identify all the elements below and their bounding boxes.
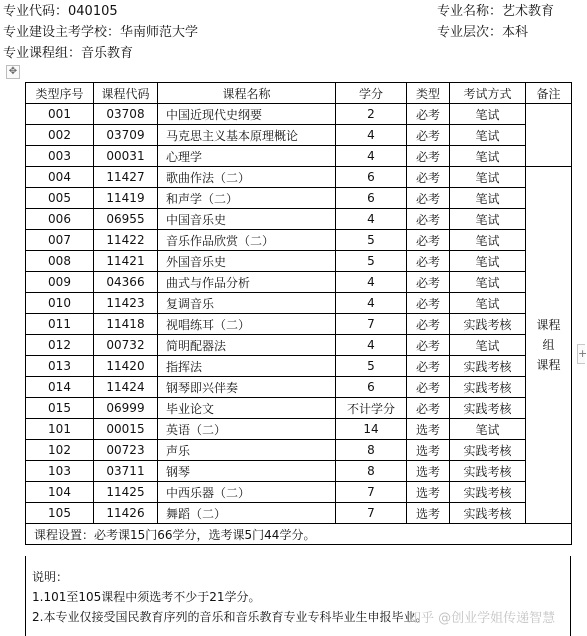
cell-course-code: 06955 (94, 209, 158, 230)
table-row (26, 314, 572, 335)
cell-credit: 5 (336, 230, 407, 251)
table-row (26, 293, 572, 314)
cell-type: 必考 (407, 272, 450, 293)
cell-course-name: 英语（二） (158, 419, 336, 440)
cell-credit: 6 (336, 167, 407, 188)
table-row (26, 356, 572, 377)
cell-credit: 5 (336, 356, 407, 377)
cell-course-name: 和声学（二） (158, 188, 336, 209)
cell-credit: 8 (336, 461, 407, 482)
cell-type: 必考 (407, 335, 450, 356)
table-row (26, 461, 572, 482)
cell-credit: 4 (336, 335, 407, 356)
cell-credit: 14 (336, 419, 407, 440)
cell-course-code: 11427 (94, 167, 158, 188)
table-row (26, 440, 572, 461)
cell-credit: 8 (336, 440, 407, 461)
cell-course-code: 11422 (94, 230, 158, 251)
cell-course-name: 声乐 (158, 440, 336, 461)
table-row (26, 419, 572, 440)
col-header-remark: 备注 (526, 83, 572, 104)
cell-course-code: 00732 (94, 335, 158, 356)
cell-type: 必考 (407, 398, 450, 419)
cell-course-name: 中国音乐史 (158, 209, 336, 230)
cell-type: 必考 (407, 230, 450, 251)
cell-type-no: 102 (26, 440, 94, 461)
table-row (26, 398, 572, 419)
table-row (26, 167, 572, 188)
cell-type: 必考 (407, 314, 450, 335)
cell-course-name: 外国音乐史 (158, 251, 336, 272)
remark-line: 课程 (536, 318, 561, 332)
cell-exam-method: 实践考核 (450, 440, 526, 461)
summary-row (26, 524, 572, 545)
cell-exam-method: 实践考核 (450, 377, 526, 398)
cell-course-code: 04366 (94, 272, 158, 293)
cell-type-no: 008 (26, 251, 94, 272)
cell-exam-method: 笔试 (450, 146, 526, 167)
cell-course-name: 中国近现代史纲要 (158, 104, 336, 125)
cell-course-code: 03708 (94, 104, 158, 125)
cell-credit: 6 (336, 377, 407, 398)
cell-credit: 7 (336, 482, 407, 503)
cell-type: 必考 (407, 167, 450, 188)
cell-remark-empty (526, 104, 572, 167)
cell-course-code: 11426 (94, 503, 158, 524)
cell-course-name: 简明配器法 (158, 335, 336, 356)
cell-type: 必考 (407, 377, 450, 398)
cell-credit: 7 (336, 503, 407, 524)
table-row (26, 272, 572, 293)
cell-exam-method: 实践考核 (450, 461, 526, 482)
cell-course-code: 11418 (94, 314, 158, 335)
cell-course-code: 11425 (94, 482, 158, 503)
cell-type-no: 013 (26, 356, 94, 377)
cell-type: 必考 (407, 146, 450, 167)
cell-course-name: 指挥法 (158, 356, 336, 377)
table-row (26, 251, 572, 272)
major-school: 专业建设主考学校：华南师范大学 (3, 25, 199, 40)
cell-type: 选考 (407, 482, 450, 503)
col-header-course-name: 课程名称 (158, 83, 336, 104)
cell-credit: 4 (336, 146, 407, 167)
cell-course-code: 11421 (94, 251, 158, 272)
remark-line: 课程 (536, 358, 561, 372)
cell-exam-method: 笔试 (450, 167, 526, 188)
cell-type-no: 003 (26, 146, 94, 167)
cell-course-name: 钢琴 (158, 461, 336, 482)
cell-exam-method: 实践考核 (450, 482, 526, 503)
cell-type-no: 101 (26, 419, 94, 440)
major-level: 专业层次：本科 (437, 25, 529, 40)
cell-credit: 6 (336, 188, 407, 209)
cell-exam-method: 实践考核 (450, 503, 526, 524)
col-header-course-code: 课程代码 (94, 83, 158, 104)
notes-title: 说明： (32, 570, 69, 584)
cell-credit: 不计学分 (336, 398, 407, 419)
cell-exam-method: 笔试 (450, 419, 526, 440)
cell-type-no: 005 (26, 188, 94, 209)
cell-type: 必考 (407, 104, 450, 125)
watermark: 知乎 @创业学姐传递智慧 (408, 611, 556, 626)
table-row (26, 377, 572, 398)
cell-course-name: 复调音乐 (158, 293, 336, 314)
cell-type: 必考 (407, 356, 450, 377)
cell-type-no: 014 (26, 377, 94, 398)
col-header-type-no: 类型序号 (26, 83, 94, 104)
cell-credit: 4 (336, 125, 407, 146)
cell-exam-method: 笔试 (450, 335, 526, 356)
cell-exam-method: 实践考核 (450, 314, 526, 335)
cell-credit: 4 (336, 209, 407, 230)
cell-remark (526, 167, 572, 524)
cell-course-name: 舞蹈（二） (158, 503, 336, 524)
cell-credit: 7 (336, 314, 407, 335)
cell-exam-method: 笔试 (450, 209, 526, 230)
cell-type: 选考 (407, 461, 450, 482)
cell-type: 选考 (407, 503, 450, 524)
cell-exam-method: 笔试 (450, 125, 526, 146)
notes-line-2: 2.本专业仅接受国民教育序列的音乐和音乐教育专业专科毕业生申报毕业。 (32, 610, 428, 624)
major-code: 专业代码：040105 (3, 4, 118, 19)
table-row (26, 188, 572, 209)
cell-type-no: 007 (26, 230, 94, 251)
table-row (26, 125, 572, 146)
cell-type: 必考 (407, 125, 450, 146)
table-row (26, 104, 572, 125)
col-header-type: 类型 (407, 83, 450, 104)
cell-course-name: 曲式与作品分析 (158, 272, 336, 293)
cell-type-no: 011 (26, 314, 94, 335)
remark-line: 组 (542, 338, 555, 352)
notes-line-1: 1.101至105课程中须选考不少于21学分。 (32, 590, 261, 604)
cell-exam-method: 笔试 (450, 188, 526, 209)
table-row (26, 230, 572, 251)
cell-type: 选考 (407, 419, 450, 440)
cell-credit: 4 (336, 272, 407, 293)
cell-exam-method: 笔试 (450, 230, 526, 251)
cell-type-no: 015 (26, 398, 94, 419)
cell-type-no: 105 (26, 503, 94, 524)
cell-type: 必考 (407, 209, 450, 230)
cell-course-code: 03711 (94, 461, 158, 482)
cell-course-code: 11419 (94, 188, 158, 209)
table-row (26, 482, 572, 503)
col-header-credit: 学分 (336, 83, 407, 104)
cell-type-no: 009 (26, 272, 94, 293)
cell-exam-method: 笔试 (450, 104, 526, 125)
cell-course-name: 毕业论文 (158, 398, 336, 419)
summary-cell: 课程设置：必考课15门66学分，选考课5门44学分。 (26, 524, 572, 545)
cell-course-code: 06999 (94, 398, 158, 419)
cell-course-code: 00031 (94, 146, 158, 167)
cell-type: 必考 (407, 251, 450, 272)
cell-credit: 5 (336, 251, 407, 272)
cell-course-name: 歌曲作法（二） (158, 167, 336, 188)
cell-exam-method: 实践考核 (450, 398, 526, 419)
cell-exam-method: 笔试 (450, 293, 526, 314)
cell-type: 必考 (407, 293, 450, 314)
cell-exam-method: 笔试 (450, 251, 526, 272)
move-handle-icon[interactable]: ✥ (6, 65, 20, 79)
cell-type-no: 012 (26, 335, 94, 356)
cell-exam-method: 笔试 (450, 272, 526, 293)
col-header-exam-method: 考试方式 (450, 83, 526, 104)
cell-type-no: 010 (26, 293, 94, 314)
cell-type: 必考 (407, 188, 450, 209)
cell-type: 选考 (407, 440, 450, 461)
cell-course-name: 钢琴即兴伴奏 (158, 377, 336, 398)
table-header-row (26, 83, 572, 104)
cell-credit: 4 (336, 293, 407, 314)
cell-type-no: 103 (26, 461, 94, 482)
cell-type-no: 002 (26, 125, 94, 146)
cell-course-name: 心理学 (158, 146, 336, 167)
expand-arrow-icon[interactable]: + (577, 344, 585, 364)
cell-course-name: 视唱练耳（二） (158, 314, 336, 335)
cell-type-no: 006 (26, 209, 94, 230)
major-name: 专业名称：艺术教育 (437, 4, 555, 19)
cell-course-name: 中西乐器（二） (158, 482, 336, 503)
table-row (26, 503, 572, 524)
cell-type-no: 001 (26, 104, 94, 125)
cell-course-code: 11420 (94, 356, 158, 377)
course-table (25, 82, 572, 545)
cell-course-name: 音乐作品欣赏（二） (158, 230, 336, 251)
table-row (26, 209, 572, 230)
cell-type-no: 104 (26, 482, 94, 503)
table-row (26, 335, 572, 356)
cell-course-code: 11423 (94, 293, 158, 314)
cell-course-code: 00015 (94, 419, 158, 440)
cell-course-code: 00723 (94, 440, 158, 461)
cell-course-code: 03709 (94, 125, 158, 146)
cell-exam-method: 实践考核 (450, 356, 526, 377)
cell-course-name: 马克思主义基本原理概论 (158, 125, 336, 146)
cell-course-code: 11424 (94, 377, 158, 398)
cell-type-no: 004 (26, 167, 94, 188)
major-group: 专业课程组：音乐教育 (3, 46, 134, 61)
cell-credit: 2 (336, 104, 407, 125)
table-body (26, 104, 572, 545)
table-row (26, 146, 572, 167)
